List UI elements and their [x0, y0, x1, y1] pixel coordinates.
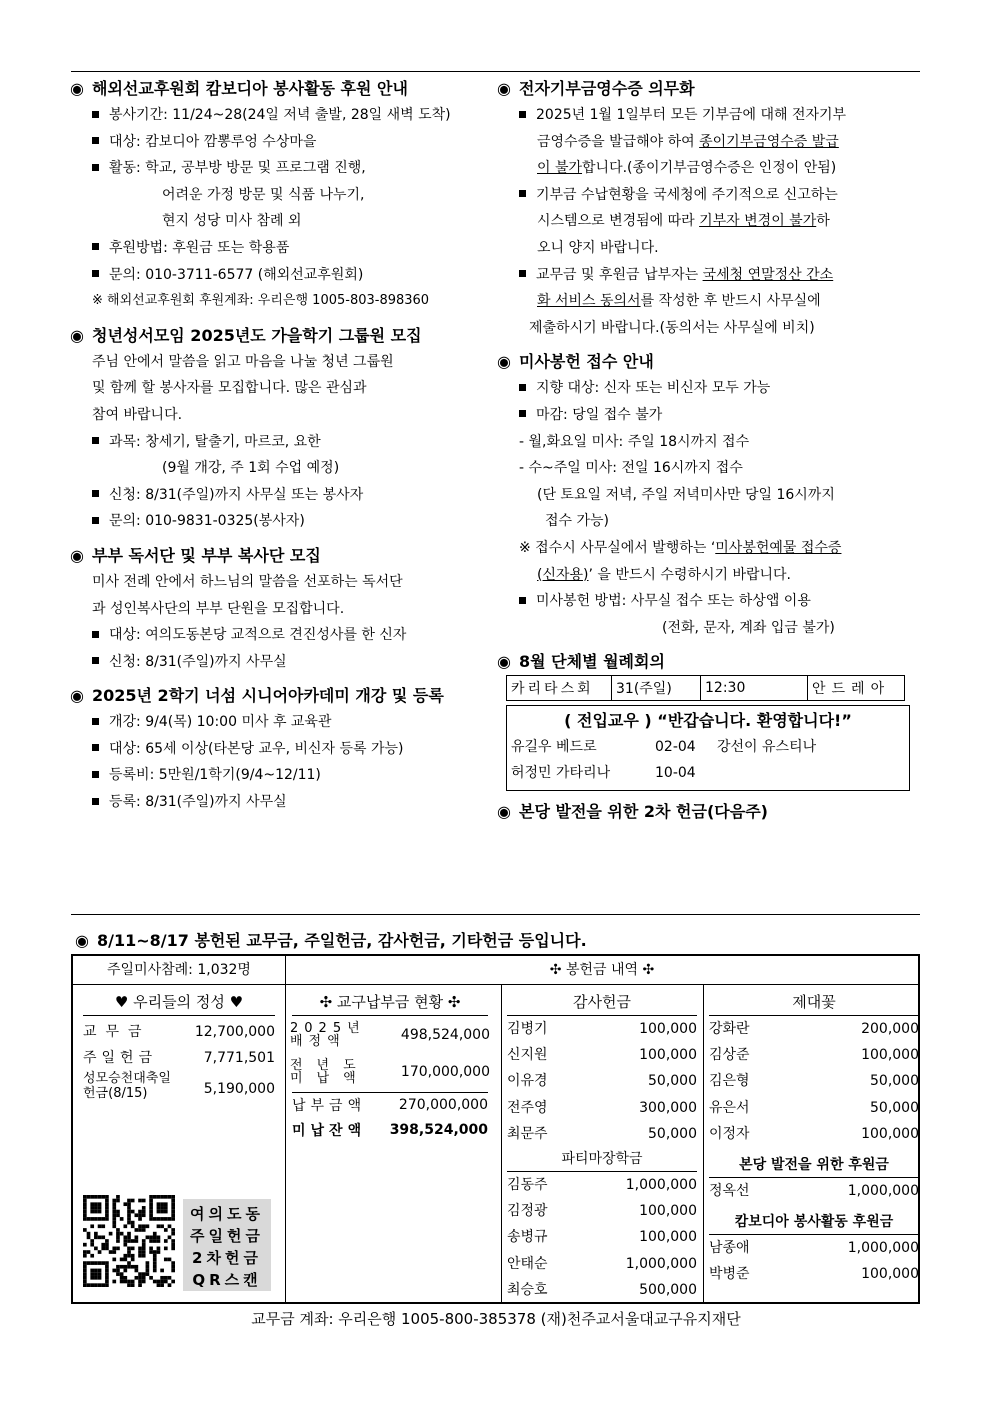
- table-row: 김동주 1,000,000: [507, 1176, 697, 1193]
- thanks-offering-column: [507, 985, 697, 1302]
- section-title: 8월 단체별 월례회의: [519, 652, 665, 672]
- list-item: 교무금 및 후원금 납부자는 국세청 연말정산 간소: [497, 262, 927, 289]
- square-bullet-icon: [519, 410, 526, 417]
- parish-payment-title: ✣ 교구납부금 현황 ✣: [292, 989, 488, 1016]
- paragraph-line: 및 함께 할 봉사자를 모집합니다. 많은 관심과: [92, 380, 367, 397]
- list-item: 신청: 8/31(주일)까지 사무실 또는 봉사자: [70, 482, 496, 509]
- table-row: 김병기 100,000: [507, 1021, 697, 1037]
- list-item: 대상: 65세 이상(타본당 교우, 비신자 등록 가능): [70, 736, 496, 763]
- table-cell: 31(주일): [612, 676, 701, 701]
- column-divider: [703, 985, 704, 1302]
- table-row: 박병준 100,000: [709, 1266, 919, 1283]
- account-note: ※ 해외선교후원회 후원계좌: 우리은행 1005-803-898360: [92, 293, 430, 309]
- section-title: 전자기부금영수증 의무화: [519, 79, 695, 98]
- meeting-table: [506, 675, 905, 701]
- qr-label: 여의도동 주일헌금 2차헌금 QR스캔: [183, 1199, 271, 1291]
- list-item: 신청: 8/31(주일)까지 사무실: [70, 649, 496, 676]
- table-row: 송병규 100,000: [507, 1229, 697, 1246]
- square-bullet-icon: [519, 384, 526, 391]
- list-item-continued: 이 불가합니다.(종이기부금영수증은 인정이 안됨): [537, 160, 837, 177]
- attendance-count: 주일미사참례: 1,032명: [73, 956, 286, 985]
- section-title: 해외선교후원회 캄보디아 봉사활동 후원 안내: [92, 79, 408, 98]
- square-bullet-icon: [92, 771, 99, 778]
- newcomer-name: 강선이 유스티나: [717, 739, 817, 756]
- list-item: 봉사기간: 11/24~28(24일 저녁 출발, 28일 새벽 도착): [70, 102, 496, 129]
- square-bullet-icon: [92, 718, 99, 725]
- middle-rule: [71, 914, 920, 915]
- bullseye-icon: ◉: [70, 686, 84, 706]
- youth-bible-section: [70, 323, 496, 535]
- offering-header: ✣ 봉헌금 내역 ✣: [286, 956, 918, 985]
- square-bullet-icon: [92, 490, 99, 497]
- table-row: 전년도 미납액 170,000,000: [290, 1058, 490, 1086]
- list-item: 후원방법: 후원금 또는 학용품: [70, 235, 496, 262]
- table-row: 주일헌금 7,771,501: [83, 1050, 275, 1066]
- list-item: 지향 대상: 신자 또는 비신자 모두 가능: [497, 375, 927, 402]
- table-row: 미납잔액 398,524,000: [292, 1122, 488, 1139]
- table-row: 이유경 50,000: [507, 1073, 697, 1090]
- fatima-scholarship-title: 파티마장학금: [507, 1147, 697, 1172]
- bullseye-icon: ◉: [70, 79, 84, 98]
- thanks-offering-title: 감사헌금: [507, 989, 697, 1016]
- list-item: 문의: 010-9831-0325(봉사자): [70, 508, 496, 535]
- newcomer-district: 10-04: [655, 765, 696, 782]
- table-cell: 카리타스회: [507, 676, 612, 701]
- parish-development-title: 본당 발전을 위한 후원금: [709, 1153, 919, 1178]
- newcomer-name: 허정민 가타리나: [511, 765, 611, 782]
- table-row: 안태순 1,000,000: [507, 1255, 697, 1272]
- list-item-continued: 금영수증을 발급해야 하여 종이기부금영수증 발급: [537, 133, 839, 150]
- e-receipt-section: [497, 76, 927, 341]
- bullseye-icon: ◉: [497, 802, 511, 822]
- list-item: 대상: 캄보디아 깜뽕루엉 수상마을: [70, 129, 496, 156]
- list-item: 마감: 당일 접수 불가: [497, 402, 927, 429]
- column-divider: [501, 985, 502, 1302]
- list-item: 과목: 창세기, 탈출기, 마르코, 요한: [70, 429, 496, 456]
- table-row: 유은서 50,000: [709, 1099, 919, 1116]
- account-footer: 교무금 계좌: 우리은행 1005-800-385378 (재)천주교서울대교구유지재단: [251, 1310, 741, 1328]
- table-row: 정옥선 1,000,000: [709, 1182, 919, 1199]
- list-item: - 월,화요일 미사: 주일 18시까지 접수: [519, 433, 750, 450]
- square-bullet-icon: [92, 798, 99, 805]
- square-bullet-icon: [92, 657, 99, 664]
- bullseye-icon: ◉: [497, 79, 511, 98]
- list-item: 등록: 8/31(주일)까지 사무실: [70, 789, 496, 816]
- table-row: 강화란 200,000: [709, 1021, 919, 1037]
- table-row: 2025년 배정액 498,524,000: [290, 1021, 490, 1049]
- top-rule: [71, 71, 920, 72]
- square-bullet-icon: [92, 517, 99, 524]
- table-cell: 12:30: [701, 676, 808, 701]
- offering-title: ◉ 8/11~8/17 봉헌된 교무금, 주일헌금, 감사헌금, 기타헌금 등입니다.: [75, 931, 587, 950]
- welcome-title: ( 전입교우 ) “반갑습니다. 환영합니다!”: [564, 711, 852, 731]
- square-bullet-icon: [519, 190, 526, 197]
- bullseye-icon: ◉: [70, 545, 84, 565]
- table-row: 김정광 100,000: [507, 1203, 697, 1220]
- parish-payment-column: [286, 985, 494, 1302]
- cambodia-section: [70, 76, 496, 315]
- list-item: 대상: 여의도동본당 교적으로 견진성사를 한 신자: [70, 622, 496, 649]
- square-bullet-icon: [519, 597, 526, 604]
- list-item-continued: 어려운 가정 방문 및 식품 나누기,: [162, 186, 365, 203]
- table-row: 이정자 100,000: [709, 1125, 919, 1142]
- couple-reader-section: [70, 543, 496, 675]
- square-bullet-icon: [519, 111, 526, 118]
- list-item: - 수~주일 미사: 전일 16시까지 접수: [519, 460, 743, 477]
- list-item-continued: 접수 가능): [545, 513, 610, 530]
- section-title: 청년성서모임 2025년도 가을학기 그룹원 모집: [92, 325, 422, 345]
- senior-academy-section: [70, 683, 496, 815]
- square-bullet-icon: [92, 137, 99, 144]
- paragraph-line: 미사 전례 안에서 하느님의 말씀을 선포하는 독서단: [92, 573, 403, 590]
- list-item-continued: 오니 양지 바랍니다.: [537, 239, 659, 256]
- note-line: ※ 접수시 사무실에서 발행하는 ‘미사봉헌예물 접수증: [519, 539, 842, 556]
- section-title: 부부 독서단 및 부부 복사단 모집: [92, 545, 321, 565]
- newcomer-name: 유길우 베드로: [511, 739, 597, 756]
- list-item: 활동: 학교, 공부방 방문 및 프로그램 진행,: [70, 155, 496, 182]
- table-row: 성모승천대축일 헌금(8/15) 5,190,000: [83, 1071, 275, 1101]
- altar-flowers-title: 제대꽃: [709, 989, 919, 1016]
- table-row: 남종애 1,000,000: [709, 1240, 919, 1257]
- welcome-box: [506, 705, 910, 791]
- bullseye-icon: ◉: [75, 931, 89, 950]
- monthly-meeting-section: [497, 649, 927, 791]
- square-bullet-icon: [519, 270, 526, 277]
- right-column: [497, 76, 927, 833]
- section-title: 미사봉헌 접수 안내: [519, 352, 654, 372]
- square-bullet-icon: [92, 243, 99, 250]
- bullseye-icon: ◉: [497, 352, 511, 372]
- list-item-continued: 제출하시기 바랍니다.(동의서는 사무실에 비치): [529, 319, 815, 336]
- altar-flowers-column: [709, 985, 919, 1302]
- left-column: [70, 76, 496, 824]
- our-offering-title: ♥ 우리들의 정성 ♥: [83, 989, 275, 1016]
- list-item: 2025년 1월 1일부터 모든 기부금에 대해 전자기부: [497, 102, 927, 129]
- paragraph-line: 주님 안에서 말씀을 읽고 마음을 나눌 청년 그룹원: [92, 353, 394, 370]
- cambodia-support-title: 캄보디아 봉사활동 후원금: [709, 1210, 919, 1235]
- list-item: 문의: 010-3711-6577 (해외선교후원회): [70, 262, 496, 289]
- table-row: 납부금액 270,000,000: [292, 1092, 488, 1117]
- paragraph-line: 참여 바랍니다.: [92, 406, 183, 423]
- list-item-continued: 현지 성당 미사 참례 외: [162, 213, 302, 230]
- bullseye-icon: ◉: [497, 652, 511, 672]
- square-bullet-icon: [92, 631, 99, 638]
- table-row: 최문주 50,000: [507, 1125, 697, 1142]
- list-item: 등록비: 5만원/1학기(9/4~12/11): [70, 762, 496, 789]
- paragraph-line: 과 성인복사단의 부부 단원을 모집합니다.: [92, 600, 345, 617]
- list-item-continued: (전화, 문자, 계좌 입금 불가): [662, 619, 835, 636]
- table-row: [507, 676, 905, 701]
- list-item-continued: (9월 개강, 주 1회 수업 예정): [162, 460, 340, 477]
- list-item: 기부금 수납현황을 국세청에 주기적으로 신고하는: [497, 182, 927, 209]
- bullseye-icon: ◉: [70, 325, 84, 345]
- table-row: 최승호 500,000: [507, 1281, 697, 1298]
- note-line: (신자용)’ 을 반드시 수령하시기 바랍니다.: [537, 566, 792, 583]
- square-bullet-icon: [92, 111, 99, 118]
- second-collection-section: [497, 799, 927, 825]
- list-item: 개강: 9/4(목) 10:00 미사 후 교육관: [70, 709, 496, 736]
- offering-table: [71, 954, 920, 1304]
- square-bullet-icon: [92, 744, 99, 751]
- square-bullet-icon: [92, 270, 99, 277]
- mass-offering-section: [497, 349, 927, 641]
- list-item: 미사봉헌 방법: 사무실 접수 또는 하상앱 이용: [497, 588, 927, 615]
- table-row: 신지원 100,000: [507, 1047, 697, 1064]
- newcomer-district: 02-04: [655, 739, 696, 756]
- square-bullet-icon: [92, 437, 99, 444]
- list-item-continued: 시스템으로 변경됨에 따라 기부자 변경이 불가하: [537, 213, 830, 230]
- table-row: 김은형 50,000: [709, 1073, 919, 1090]
- table-row: 교무금 12,700,000: [83, 1024, 275, 1040]
- list-item-continued: (단 토요일 저녁, 주일 저녁미사만 당일 16시까지: [537, 486, 835, 503]
- table-row: 전주영 300,000: [507, 1099, 697, 1116]
- welcome-row: [511, 760, 905, 786]
- qr-code-icon[interactable]: [83, 1195, 175, 1291]
- our-offering-column: [73, 985, 286, 1302]
- list-item-continued: 화 서비스 동의서를 작성한 후 반드시 사무실에: [537, 293, 821, 310]
- section-title: 본당 발전을 위한 2차 헌금(다음주): [519, 802, 768, 822]
- table-row: 김상준 100,000: [709, 1047, 919, 1064]
- welcome-row: [511, 734, 905, 760]
- table-cell: 안드레아: [808, 676, 905, 701]
- section-title: 2025년 2학기 너섬 시니어아카데미 개강 및 등록: [92, 686, 444, 706]
- square-bullet-icon: [92, 164, 99, 171]
